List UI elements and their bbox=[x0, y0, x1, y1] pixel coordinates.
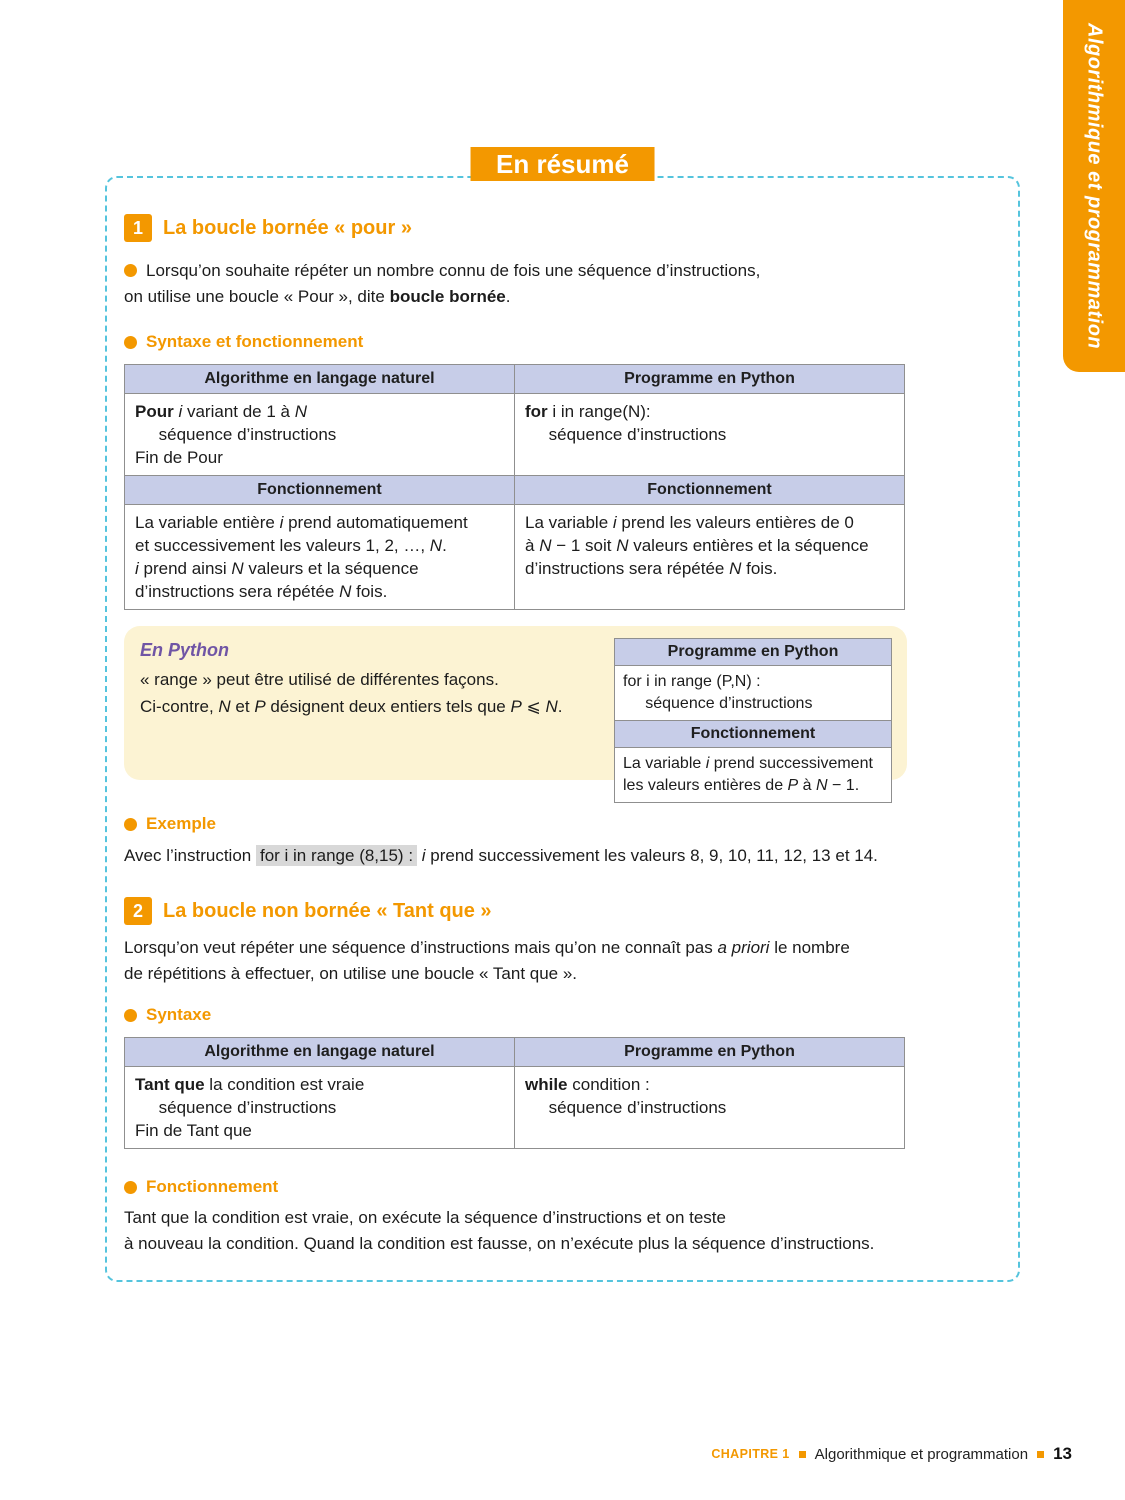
table-header-row bbox=[125, 365, 905, 394]
table-row bbox=[125, 394, 905, 476]
bullet-icon bbox=[124, 336, 137, 349]
table-cell-functioning-left: La variable entière i prend automatiquement et successivement les valeurs 1, 2, …, N. i prend ainsi N valeurs et la séquence d’instructions sera répétée N fois. bbox=[125, 505, 515, 610]
en-python-body: « range » peut être utilisé de différentes façons. Ci-contre, N et P désignent deux entiers tels que P ⩽ N. bbox=[140, 670, 563, 716]
example-heading bbox=[124, 814, 1000, 834]
table-cell-pour-syntax: Pour i variant de 1 à N séquence d’instructions Fin de Pour bbox=[125, 394, 515, 476]
table-row bbox=[125, 1067, 905, 1149]
section-2-number-badge: 2 bbox=[124, 897, 152, 925]
example-paragraph: Avec l’instruction for i in range (8,15) : i prend successivement les valeurs 8, 9, 10, 11, 12, 13 et 14. bbox=[124, 846, 878, 865]
section-1-number-badge: 1 bbox=[124, 214, 152, 242]
table-header-cell-functioning: Fonctionnement bbox=[615, 721, 892, 748]
example-heading-label: Exemple bbox=[146, 814, 216, 833]
bullet-icon bbox=[124, 818, 137, 831]
section-2-heading bbox=[124, 897, 1000, 925]
table-row bbox=[615, 748, 892, 803]
footer-chapter-label: CHAPITRE 1 bbox=[711, 1447, 790, 1461]
table-header-cell-natural-language: Algorithme en langage naturel bbox=[125, 365, 515, 394]
table-cell-functioning-right: La variable i prend les valeurs entières de 0 à N − 1 soit N valeurs entières et la séquence d’instructions sera répétée N fois. bbox=[515, 505, 905, 610]
summary-banner: En résumé bbox=[470, 147, 655, 181]
table-row bbox=[615, 666, 892, 721]
table-header-row bbox=[615, 639, 892, 666]
table-cell-range-pn-functioning: La variable i prend successivement les valeurs entières de P à N − 1. bbox=[615, 748, 892, 803]
table-header-cell-functioning-right: Fonctionnement bbox=[515, 476, 905, 505]
functioning-heading-label: Fonctionnement bbox=[146, 1177, 279, 1196]
while-loop-table bbox=[124, 1037, 905, 1149]
summary-content-box bbox=[105, 176, 1020, 1282]
syntax-functioning-heading-label: Syntaxe et fonctionnement bbox=[146, 332, 364, 351]
functioning-paragraph: Tant que la condition est vraie, on exécute la séquence d’instructions et on teste à nouveau la condition. Quand la condition est fausse, on n’exécute plus la séquence d’instructions. bbox=[124, 1208, 875, 1253]
syntax-heading-label: Syntaxe bbox=[146, 1005, 212, 1024]
section-1-title: La boucle bornée « pour » bbox=[163, 216, 412, 239]
range-pn-table bbox=[614, 638, 892, 803]
table-header-row bbox=[125, 476, 905, 505]
table-header-cell-python: Programme en Python bbox=[515, 365, 905, 394]
en-python-callout bbox=[124, 626, 907, 794]
table-header-row bbox=[615, 721, 892, 748]
table-header-cell-functioning-left: Fonctionnement bbox=[125, 476, 515, 505]
pour-loop-table bbox=[124, 364, 905, 610]
table-header-cell-python-program: Programme en Python bbox=[615, 639, 892, 666]
section-2-title: La boucle non bornée « Tant que » bbox=[163, 899, 492, 922]
footer-chapter-title: Algorithmique et programmation bbox=[814, 1445, 1029, 1463]
table-header-cell-natural-language: Algorithme en langage naturel bbox=[125, 1038, 515, 1067]
bullet-icon bbox=[124, 1181, 137, 1194]
footer-page-number: 13 bbox=[1053, 1444, 1072, 1463]
functioning-heading bbox=[124, 1177, 1000, 1197]
section-1-intro-text: Lorsqu’on souhaite répéter un nombre connu de fois une séquence d’instructions, on utilise une boucle « Pour », dite boucle bornée. bbox=[124, 261, 761, 306]
section-1-heading bbox=[124, 214, 1000, 242]
square-separator-icon bbox=[799, 1451, 806, 1458]
chapter-side-tab-label: Algorithmique et programmation bbox=[1083, 22, 1106, 350]
bullet-icon bbox=[124, 1009, 137, 1022]
table-row bbox=[125, 505, 905, 610]
square-separator-icon bbox=[1037, 1451, 1044, 1458]
en-python-title: En Python bbox=[140, 640, 229, 660]
table-header-cell-python: Programme en Python bbox=[515, 1038, 905, 1067]
table-cell-while-syntax: while condition : séquence d’instructions bbox=[515, 1067, 905, 1149]
bullet-icon bbox=[124, 264, 137, 277]
table-header-row bbox=[125, 1038, 905, 1067]
table-cell-tantque-syntax: Tant que la condition est vraie séquence d’instructions Fin de Tant que bbox=[125, 1067, 515, 1149]
syntax-heading bbox=[124, 1005, 1000, 1025]
table-cell-range-pn-syntax: for i in range (P,N) : séquence d’instructions bbox=[615, 666, 892, 721]
table-cell-for-syntax: for i in range(N): séquence d’instructions bbox=[515, 394, 905, 476]
section-1-intro bbox=[124, 258, 1000, 310]
section-2-intro: Lorsqu’on veut répéter une séquence d’instructions mais qu’on ne connaît pas a priori le nombre de répétitions à effectuer, on utilise une boucle « Tant que ». bbox=[124, 938, 850, 983]
page-footer bbox=[711, 1444, 1072, 1464]
syntax-functioning-heading bbox=[124, 332, 1000, 352]
chapter-side-tab bbox=[1063, 0, 1125, 372]
